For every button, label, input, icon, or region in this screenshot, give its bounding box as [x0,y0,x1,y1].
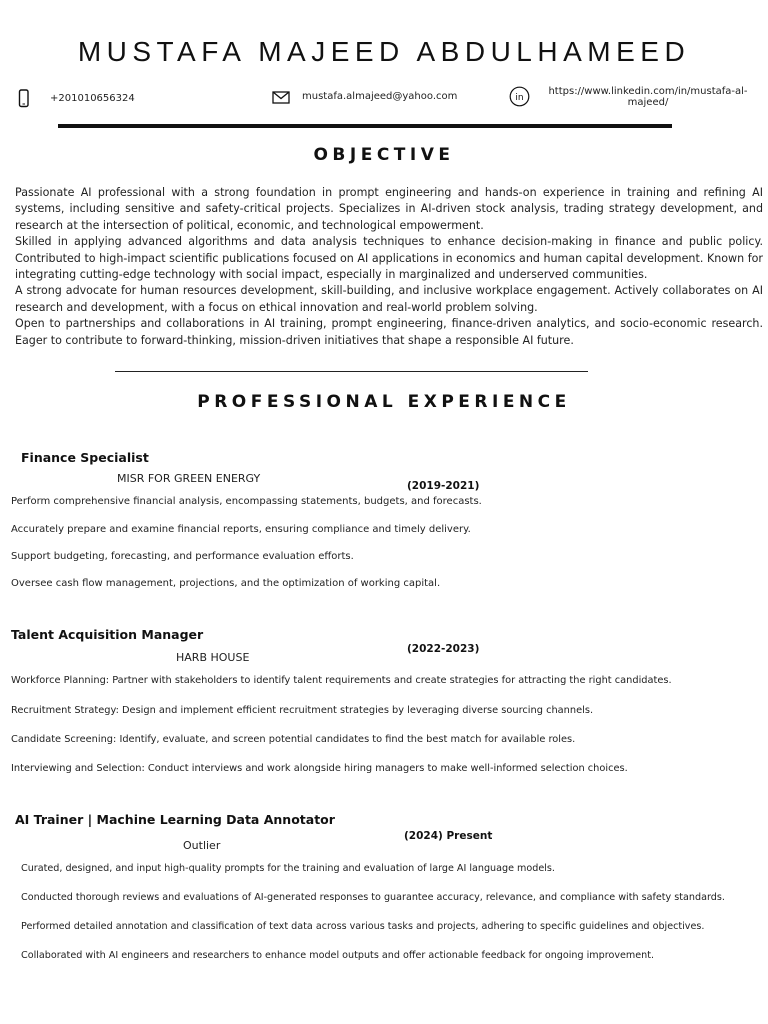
job-duty: Curated, designed, and input high-quality prompts for the training and evaluation of large AI language models. [21,863,555,874]
objective-text [15,185,763,349]
job-company: MISR FOR GREEN ENERGY [117,472,261,485]
candidate-name: MUSTAFA MAJEED ABDULHAMEED [77,36,691,67]
phone-icon [18,89,30,108]
objective-paragraph: Skilled in applying advanced algorithms and data analysis techniques to enhance decision-making in finance and public policy. Contributed to high-impact scientific publications focused on AI applications in economics and human capital development. Known for integrating cutting-edge technology with social impact, especially in marginalized and underserved communities. [15,235,763,282]
linkedin-icon [509,86,530,107]
objective-heading: OBJECTIVE [313,145,455,165]
job-duty: Support budgeting, forecasting, and performance evaluation efforts. [11,551,354,562]
job-duty: Interviewing and Selection: Conduct interviews and work alongside hiring managers to make well-informed selection choices. [11,763,628,774]
job-period: (2019-2021) [407,480,480,492]
job-duty: Conducted thorough reviews and evaluations of AI-generated responses to guarantee accuracy, relevance, and compliance with safety standards. [21,892,725,903]
job-duty: Collaborated with AI engineers and researchers to enhance model outputs and offer actionable feedback for ongoing improvement. [21,950,655,961]
job-duty: Oversee cash flow management, projections, and the optimization of working capital. [11,578,441,589]
job-duty: Candidate Screening: Identify, evaluate, and screen potential candidates to find the best match for available roles. [11,734,576,745]
objective-paragraph: Passionate AI professional with a strong foundation in prompt engineering and hands-on experience in training and refining AI systems, including sensitive and safety-critical projects. Specializes in AI-driven stock analysis, trading strategy development, and research at the intersection of political, economic, and technological empowerment. [15,186,763,232]
linkedin-url-line-1: https://www.linkedin.com/in/mustafa-al- [548,86,748,97]
job-company: Outlier [183,839,221,852]
job-title: Finance Specialist [21,450,149,465]
job-duty: Accurately prepare and examine financial reports, ensuring compliance and timely delivery. [11,524,471,535]
job-duty: Performed detailed annotation and classification of text data across various tasks and projects, adhering to specific guidelines and objectives. [21,921,705,932]
objective-paragraph: Open to partnerships and collaborations in AI training, prompt engineering, finance-driven analytics, and socio-economic research. Eager to contribute to forward-thinking, mission-driven initiatives that shape a responsible AI future. [15,317,763,347]
job-duty: Recruitment Strategy: Design and implement efficient recruitment strategies by leveraging diverse sourcing channels. [11,705,594,716]
phone-number: +201010656324 [50,93,135,104]
job-duty: Perform comprehensive financial analysis, encompassing statements, budgets, and forecasts. [11,496,482,507]
header-divider [58,124,672,128]
job-period: (2024) Present [404,830,493,842]
objective-paragraph: A strong advocate for human resources development, skill-building, and inclusive workplace engagement. Actively collaborates on AI research and development, with a focus on ethical innovation and real-world problem solving. [15,284,763,314]
linkedin-url[interactable] [533,86,763,108]
section-divider [115,371,588,372]
envelope-icon [272,91,290,104]
experience-heading: PROFESSIONAL EXPERIENCE [197,392,571,412]
svg-text:in: in [515,93,524,103]
job-duty: Workforce Planning: Partner with stakeholders to identify talent requirements and create strategies for attracting the right candidates. [11,675,672,686]
job-title: AI Trainer | Machine Learning Data Annotator [15,812,335,827]
job-period: (2022-2023) [407,643,480,655]
email-address[interactable]: mustafa.almajeed@yahoo.com [302,91,458,102]
linkedin-url-line-2: majeed/ [627,97,669,108]
job-company: HARB HOUSE [176,651,250,664]
job-title: Talent Acquisition Manager [11,627,204,642]
